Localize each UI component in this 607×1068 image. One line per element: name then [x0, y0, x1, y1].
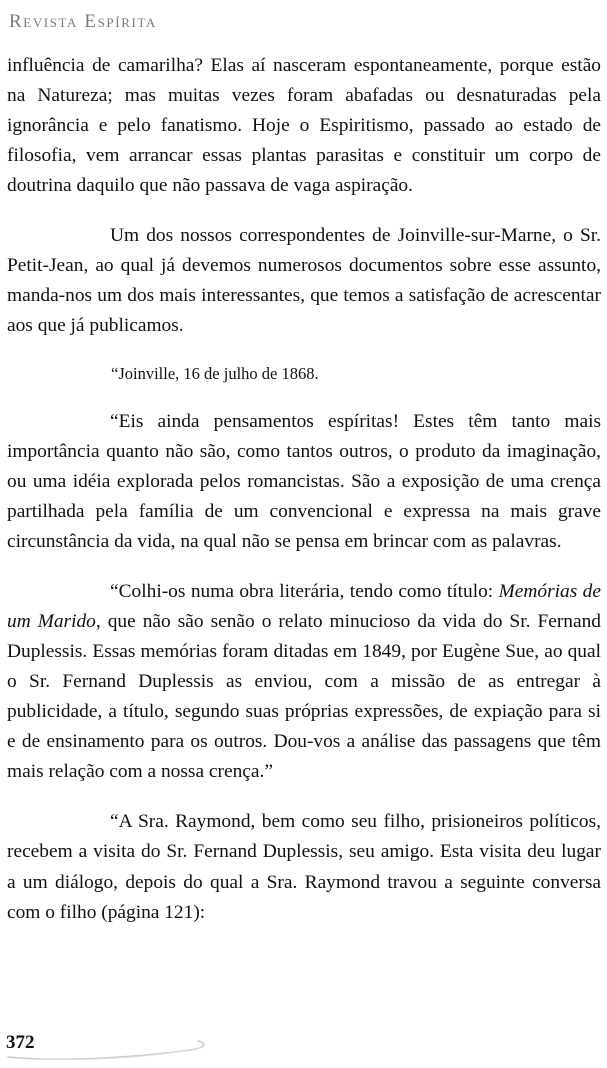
book-title: Memórias de um Marido — [7, 581, 601, 632]
page-number: 372 — [6, 1032, 35, 1053]
paragraph-4 — [7, 577, 601, 787]
paragraph-2: Um dos nossos correspondentes de Joinville-sur-Marne, o Sr. Petit-Jean, ao qual já devemos numerosos documentos sobre esse assunto, manda-nos um dos mais interessantes, que temos a satisfação de acrescentar aos que já publicamos. — [7, 225, 601, 336]
paragraph-5: “A Sra. Raymond, bem como seu filho, prisioneiros políticos, recebem a visita do Sr. Fernand Duplessis, seu amigo. Esta visita deu lugar a um diálogo, depois do qual a Sra. Raymond travou a seguinte conversa com o filho (página 121): — [7, 811, 601, 924]
paragraph-4-rest: , que não são senão o relato minucioso da vida do Sr. Fernand Duplessis. Essas memórias foram ditadas em 1849, por Eugène Sue, ao qual o Sr. Fernand Duplessis as enviou, com a missão de as entregar à publicidade, a título, segundo suas próprias expressões, de expiação para si e de ensinamento para os outros. Dou-vos a análise das passagens que têm mais relação com a nossa crença.” — [7, 611, 601, 782]
paragraph-4-lead: “Colhi-os numa obra literária, tendo como título: — [110, 581, 499, 602]
page-body — [7, 51, 601, 929]
letter-dateline: “Joinville, 16 de julho de 1868. — [111, 364, 319, 383]
running-header: Revista Espírita — [9, 11, 157, 32]
swoosh-ornament-icon — [0, 1028, 240, 1068]
paragraph-1: influência de camarilha? Elas aí nasceram espontaneamente, porque estão na Natureza; mas muitas vezes foram abafadas ou desnaturadas pela ignorância e pelo fanatismo. Hoje o Espiritismo, passado ao estado de filosofia, vem arrancar essas plantas parasitas e constituir um corpo de doutrina daquilo que não passava de vaga aspiração. — [7, 55, 601, 196]
paragraph-3: “Eis ainda pensamentos espíritas! Estes têm tanto mais importância quanto não são, como tantos outros, o produto da imaginação, ou uma idéia explorada pelos romancistas. São a exposição de uma crença partilhada pela família de um convencional e expressa na mais grave circunstância da vida, na qual não se pensa em brincar com as palavras. — [7, 411, 601, 552]
page-footer — [0, 1028, 607, 1068]
